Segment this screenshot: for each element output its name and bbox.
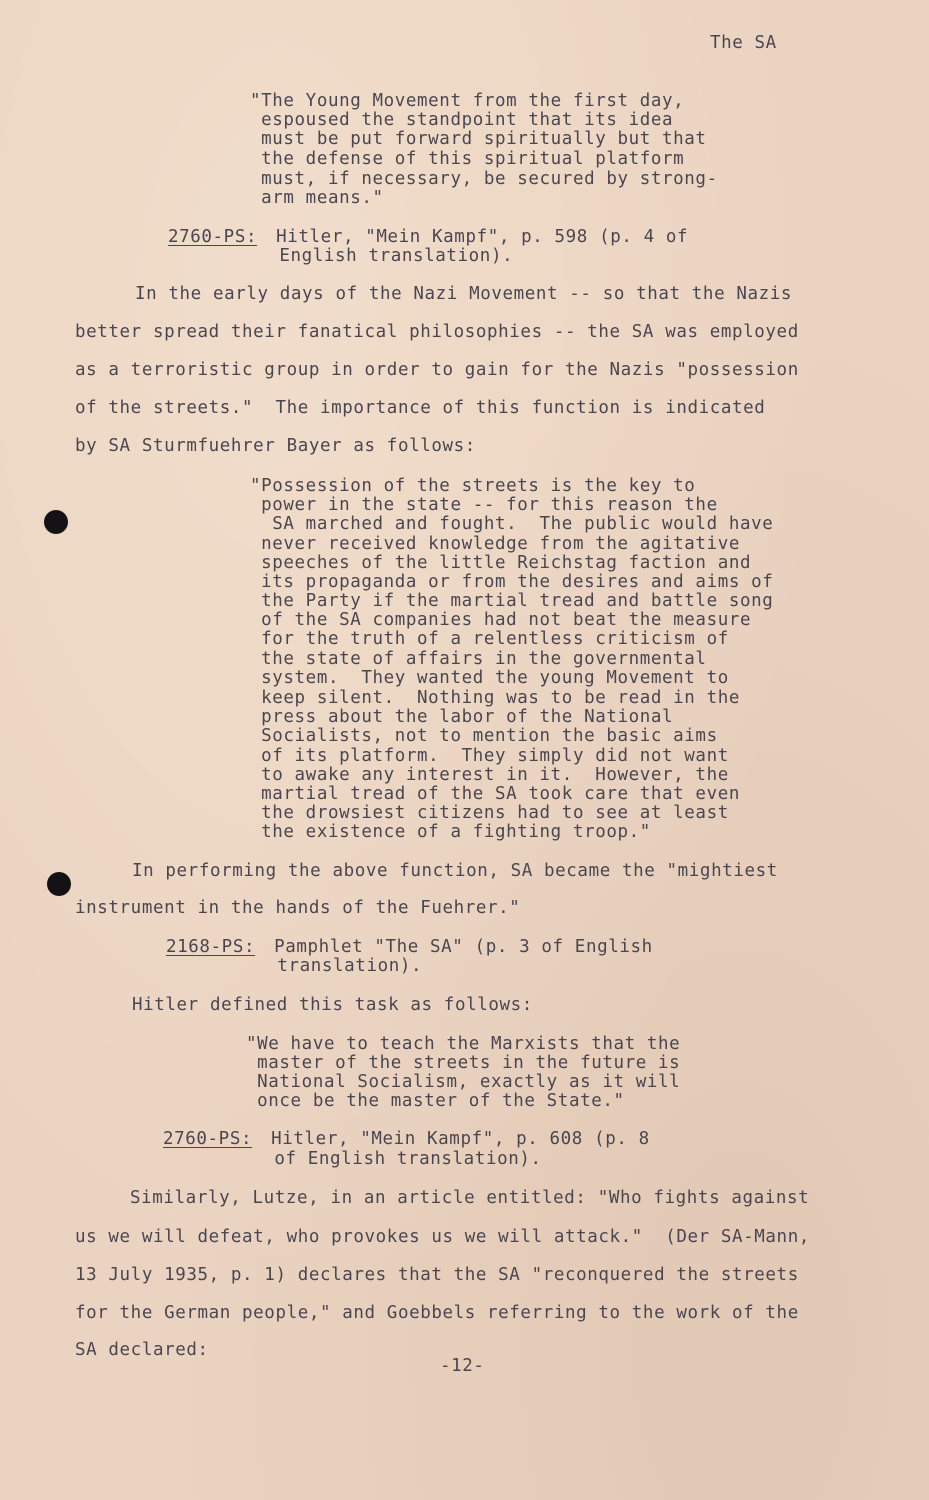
paragraph-line: In the early days of the Nazi Movement -- so that the Nazis: [135, 284, 793, 304]
quote-line: press about the labor of the National: [250, 707, 674, 727]
paragraph-3: Hitler defined this task as follows:: [132, 995, 533, 1015]
punch-hole-icon: [47, 872, 71, 896]
paragraph-line: better spread their fanatical philosophies -- the SA was employed: [75, 322, 799, 342]
quote-line: speeches of the little Reichstag faction and: [250, 553, 752, 573]
quote-line: system. They wanted the young Movement to: [250, 668, 729, 688]
quote-line: the existence of a fighting troop.": [250, 822, 651, 842]
quote-line: power in the state -- for this reason the: [250, 495, 718, 515]
quote-line: National Socialism, exactly as it will: [246, 1072, 681, 1092]
quote-line: "Possession of the streets is the key to: [250, 476, 696, 496]
paragraph-line: SA declared:: [75, 1340, 209, 1360]
punch-hole-icon: [44, 510, 68, 534]
quote-line: master of the streets in the future is: [246, 1053, 681, 1073]
paragraph-line: instrument in the hands of the Fuehrer.": [75, 898, 521, 918]
paragraph-line: 13 July 1935, p. 1) declares that the SA "reconquered the streets: [75, 1265, 799, 1285]
quote-line: the defense of this spiritual platform: [250, 149, 685, 169]
paragraph-line: by SA Sturmfuehrer Bayer as follows:: [75, 436, 476, 456]
quote-line: once be the master of the State.": [246, 1091, 625, 1111]
citation-text: English translation).: [168, 246, 514, 266]
paragraph-line: Similarly, Lutze, in an article entitled: "Who fights against: [130, 1188, 810, 1208]
quote-line: arm means.": [250, 188, 384, 208]
citation-text: of English translation).: [163, 1149, 542, 1169]
paragraph-line: of the streets." The importance of this function is indicated: [75, 398, 766, 418]
paragraph-line: us we will defeat, who provokes us we will attack." (Der SA-Mann,: [75, 1227, 810, 1247]
quote-line: "The Young Movement from the first day,: [250, 91, 685, 111]
quote-line: "We have to teach the Marxists that the: [246, 1034, 681, 1054]
quote-line: the drowsiest citizens had to see at least: [250, 803, 729, 823]
quote-line: of the SA companies had not beat the measure: [250, 610, 752, 630]
paragraph-line: In performing the above function, SA became the "mightiest: [132, 861, 778, 881]
quote-line: for the truth of a relentless criticism of: [250, 629, 729, 649]
quote-line: the Party if the martial tread and battle song: [250, 591, 774, 611]
paragraph-line: as a terroristic group in order to gain for the Nazis "possession: [75, 360, 799, 380]
quote-line: Socialists, not to mention the basic aims: [250, 726, 718, 746]
quote-line: its propaganda or from the desires and aims of: [250, 572, 774, 592]
quote-line: SA marched and fought. The public would have: [250, 514, 774, 534]
running-head: The SA: [710, 33, 777, 53]
paragraph-line: for the German people," and Goebbels referring to the work of the: [75, 1303, 799, 1323]
citation-text: Hitler, "Mein Kampf", p. 598 (p. 4 of: [265, 227, 689, 247]
citation-text: Hitler, "Mein Kampf", p. 608 (p. 8: [260, 1129, 650, 1149]
quote-line: keep silent. Nothing was to be read in the: [250, 688, 740, 708]
citation-ref: 2760-PS:: [163, 1129, 253, 1149]
quote-line: never received knowledge from the agitative: [250, 534, 740, 554]
citation-text: Pamphlet "The SA" (p. 3 of English: [263, 937, 653, 957]
quote-line: martial tread of the SA took care that even: [250, 784, 740, 804]
quote-line: espoused the standpoint that its idea: [250, 110, 674, 130]
page-number: -12-: [440, 1356, 485, 1376]
quote-line: to awake any interest in it. However, the: [250, 765, 729, 785]
quote-line: must, if necessary, be secured by strong-: [250, 169, 718, 189]
quote-line: must be put forward spiritually but that: [250, 129, 707, 149]
citation-ref: 2168-PS:: [166, 937, 256, 957]
quote-line: of its platform. They simply did not want: [250, 746, 729, 766]
citation-text: translation).: [166, 956, 423, 976]
quote-line: the state of affairs in the governmental: [250, 649, 707, 669]
citation-ref: 2760-PS:: [168, 227, 258, 247]
